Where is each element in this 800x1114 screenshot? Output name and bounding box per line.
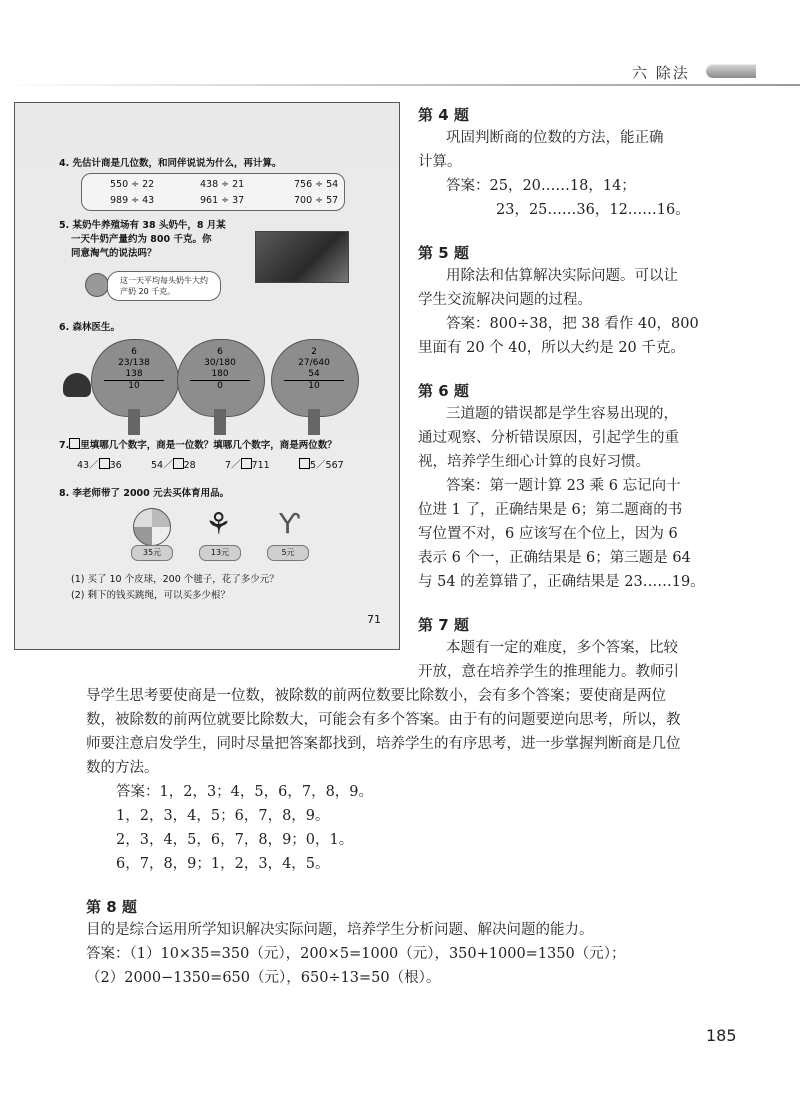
woodpecker-illustration [63, 373, 91, 397]
q7-item [77, 457, 122, 471]
section-5-line: 用除法和估算解决实际问题。可以让 [446, 268, 678, 284]
quotient: 2 [311, 347, 317, 357]
remainder: 10 [128, 381, 140, 391]
cows-photo [255, 231, 349, 283]
section-7-answer: 2，3，4，5，6，7，8，9；0，1。 [116, 832, 354, 848]
digits: 711 [251, 460, 270, 471]
q7-text: 里填哪几个数字，商是一位数？填哪几个数字，商是两位数？ [80, 440, 337, 451]
section-6-line: 写位置不对，6 应该写在个位上，因为 6 [418, 526, 678, 542]
dividend: 27/640 [298, 358, 330, 368]
section-7-answer: 答案：1，2，3；4，5，6，7，8，9。 [116, 784, 374, 800]
header-rule [0, 84, 800, 86]
product: 138 [104, 369, 164, 381]
price-tag: 13元 [199, 545, 241, 561]
q4-expression-box [81, 173, 345, 211]
section-6-line: 三道题的错误都是学生容易出现的， [446, 406, 678, 422]
blank-box-icon [99, 458, 110, 469]
blank-box-icon [299, 458, 310, 469]
q4-expr: 438 ÷ 21 [200, 179, 245, 190]
tree-trunk [214, 409, 226, 435]
remainder: 0 [217, 381, 223, 391]
product: 54 [284, 369, 344, 381]
section-7-line: 导学生思考要使商是一位数，被除数的前两位数要比除数小，会有多个答案；要使商是两位 [86, 688, 666, 704]
section-8-answer: 答案：（1）10×35=350（元），200×5=1000（元），350+1000=1350（元）； [86, 946, 626, 962]
section-7-line: 开放，意在培养学生的推理能力。教师引 [418, 664, 679, 680]
inset-page-number: 71 [367, 613, 381, 626]
q8-sub2: (2) 剩下的钱买跳绳，可以买多少根？ [71, 590, 230, 601]
q6-title: 6. 森林医生。 [59, 322, 121, 333]
q4-expr: 961 ÷ 37 [200, 195, 245, 206]
q7-item [299, 457, 344, 471]
section-8-heading: 第 8 题 [86, 898, 137, 916]
section-5-line: 学生交流解决问题的过程。 [418, 292, 592, 308]
blank-box-icon [69, 438, 80, 449]
section-8-line: 目的是综合运用所学知识解决实际问题，培养学生分析问题、解决问题的能力。 [86, 922, 594, 938]
q4-expr: 700 ÷ 57 [294, 195, 339, 206]
quotient: 6 [131, 347, 137, 357]
q8-sub1: (1) 买了 10 个皮球，200 个毽子，花了多少元？ [71, 574, 279, 585]
shuttlecock-illustration: ⚘ [205, 507, 232, 542]
digits: 36 [109, 460, 122, 471]
section-6-line: 视，培养学生细心计算的良好习惯。 [418, 454, 650, 470]
section-7-line: 师要注意启发学生，同时尽量把答案都找到，培养学生的有序思考，进一步掌握判断商是几位 [86, 736, 681, 752]
section-8-answer: （2）2000−1350=650（元），650÷13=50（根）。 [86, 970, 441, 986]
jump-rope-illustration: Ƴ [279, 507, 300, 540]
section-7-heading: 第 7 题 [418, 616, 469, 634]
section-6-line: 与 54 的差算错了，正确结果是 23……19。 [418, 574, 705, 590]
tree-3-division [284, 347, 344, 392]
chapter-tab-decoration [706, 64, 756, 78]
textbook-page-inset [14, 102, 400, 650]
section-4-line: 巩固判断商的位数的方法，能正确 [446, 130, 664, 146]
blank-box-icon [173, 458, 184, 469]
section-7-line: 数，被除数的前两位就要比除数大，可能会有多个答案。由于有的问题要逆向思考，所以，教 [86, 712, 681, 728]
quotient: 6 [217, 347, 223, 357]
q8-title: 8. 李老师带了 2000 元去买体育用品。 [59, 488, 230, 499]
speech-bubble [107, 271, 221, 301]
product: 180 [190, 369, 250, 381]
q5-line1: 5. 某奶牛养殖场有 38 头奶牛，8 月某 [59, 220, 226, 231]
dividend: 30/180 [204, 358, 236, 368]
q7-item [151, 457, 196, 471]
section-5-answer: 里面有 20 个 40，所以大约是 20 千克。 [418, 340, 685, 356]
divisor: 54／ [151, 460, 173, 471]
section-4-answer: 23，25……36，12……16。 [496, 202, 690, 218]
q4-expr: 756 ÷ 54 [294, 179, 339, 190]
q7-title [59, 437, 337, 451]
page-number: 185 [706, 1026, 737, 1045]
tree-trunk [128, 409, 140, 435]
q5-line2: 一天牛奶产量约为 800 千克。你 [71, 234, 212, 245]
section-6-heading: 第 6 题 [418, 382, 469, 400]
section-4-answer: 答案：25，20……18，14； [446, 178, 636, 194]
divisor: 7／ [225, 460, 241, 471]
divisor: 43／ [77, 460, 99, 471]
section-7-answer: 1，2，3，4，5；6，7，8，9。 [116, 808, 330, 824]
section-7-line: 本题有一定的难度，多个答案，比较 [446, 640, 678, 656]
q4-title: 4. 先估计商是几位数，和同伴说说为什么，再计算。 [59, 158, 282, 169]
q7-number: 7. [59, 440, 70, 451]
digits: 5／567 [310, 460, 344, 471]
section-7-answer: 6，7，8，9；1，2，3，4，5。 [116, 856, 330, 872]
blank-box-icon [241, 458, 252, 469]
speech-text: 这一天平均每头奶牛大约产奶 20 千克。 [120, 276, 208, 296]
section-4-heading: 第 4 题 [418, 106, 469, 124]
q5-line3: 同意淘气的说法吗？ [71, 248, 157, 259]
chapter-title: 六 除法 [632, 64, 690, 82]
section-6-line: 答案：第一题计算 23 乘 6 忘记向十 [446, 478, 681, 494]
q7-item [225, 457, 270, 471]
tree-2-division [190, 347, 250, 392]
ball-illustration [133, 508, 171, 546]
child-avatar [85, 273, 109, 297]
remainder: 10 [308, 381, 320, 391]
digits: 28 [183, 460, 196, 471]
q4-expr: 989 ÷ 43 [110, 195, 155, 206]
tree-trunk [308, 409, 320, 435]
q4-expr: 550 ÷ 22 [110, 179, 155, 190]
section-6-line: 通过观察、分析错误原因，引起学生的重 [418, 430, 679, 446]
section-5-heading: 第 5 题 [418, 244, 469, 262]
section-4-line: 计算。 [418, 154, 462, 170]
price-tag: 35元 [131, 545, 173, 561]
dividend: 23/138 [118, 358, 150, 368]
section-7-line: 数的方法。 [86, 760, 159, 776]
section-6-line: 位进 1 了，正确结果是 6；第二题商的书 [418, 502, 683, 518]
section-6-line: 表示 6 个一，正确结果是 6；第三题是 64 [418, 550, 691, 566]
tree-1-division [104, 347, 164, 392]
section-5-answer: 答案：800÷38，把 38 看作 40，800 [446, 316, 699, 332]
price-tag: 5元 [267, 545, 309, 561]
